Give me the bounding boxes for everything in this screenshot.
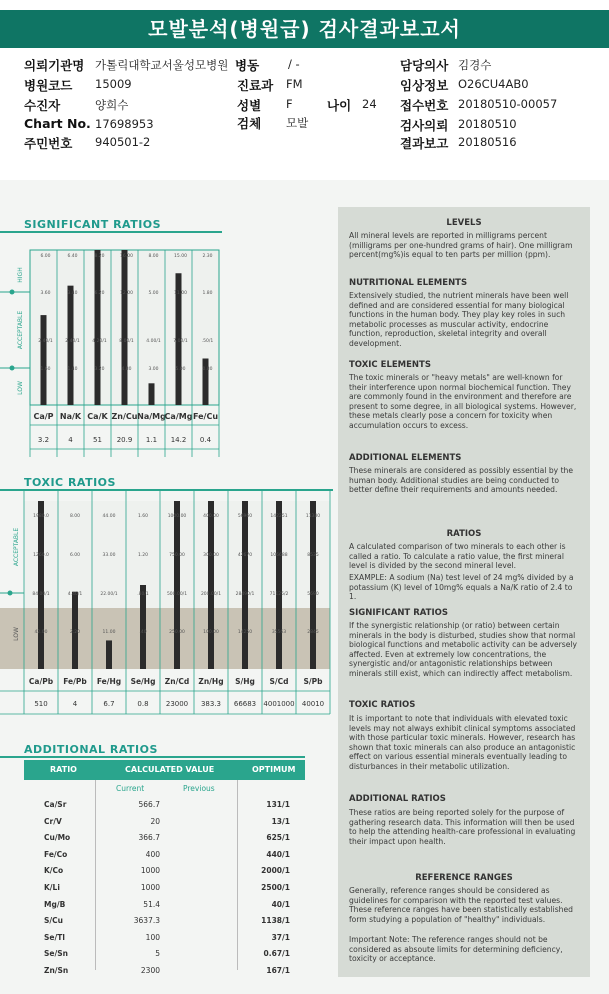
specimen-value: 모발 — [286, 116, 309, 130]
tick-label: 84.00/1 — [32, 592, 50, 597]
column-value: 4001000 — [263, 700, 295, 708]
additional-cell-ratio: Cu/Mo — [44, 833, 71, 843]
request-value: 20180510 — [458, 117, 517, 131]
tick-label: 8.20 — [94, 254, 105, 259]
additional-cell-optimum: 2500/1 — [261, 883, 290, 892]
tick-label: 300.00 — [203, 553, 219, 558]
tick-label: 44.00 — [102, 514, 116, 519]
significant-ratios-note-heading: SIGNIFICANT RATIOS — [349, 608, 448, 618]
additional-cell-optimum: 440/1 — [266, 849, 290, 859]
column-value: 6.7 — [103, 700, 115, 708]
tick-label: 5690 — [307, 592, 319, 597]
tick-label: 1.60 — [137, 514, 149, 519]
receipt-label: 접수번호 — [400, 98, 449, 113]
tick-label: 4.40/1 — [67, 592, 83, 597]
marker-dot — [8, 591, 13, 596]
tick-label: 3.20 — [94, 367, 105, 372]
y-label-low: LOW — [17, 381, 24, 395]
column-value: 20.9 — [116, 436, 133, 444]
column-name: S/Cd — [269, 677, 289, 686]
tick-label: 8.00 — [148, 254, 159, 259]
tick-label: 106688 — [270, 553, 288, 558]
tick-label: 3.00 — [148, 367, 159, 372]
tick-label: 11.00 — [102, 630, 116, 635]
tick-label: 200.00/1 — [200, 592, 222, 597]
tick-label: 8.00 — [69, 514, 81, 519]
current-subheader: Current — [116, 784, 145, 793]
tick-label: 4.20/1 — [92, 339, 107, 344]
tick-label: 100.00 — [203, 630, 219, 635]
marker-dot — [10, 366, 15, 371]
significant-ratios-note-text: If the synergistic relationship (or ratio) between certain minerals in the body is disturbed, studies show that normal biological functions and metabolic activity can be adversely affected. Even at extremely low concentrations, the synergistic and/or antagonistic relationships between minerals still exist, which can indirectly affect metabolism. — [349, 621, 578, 678]
report-label: 결과보고 — [400, 136, 449, 151]
column-value: 4 — [72, 700, 78, 708]
column-name: S/Pb — [303, 677, 323, 686]
additional-cell-current: 20 — [150, 816, 160, 826]
additional-cell-optimum: 1138/1 — [261, 916, 290, 926]
additional-cell-optimum: 625/1 — [266, 833, 290, 843]
tick-label: 1980.0 — [33, 514, 49, 519]
additional-cell-optimum: 40/1 — [271, 899, 290, 909]
table-divider — [237, 780, 238, 970]
additional-heading-rule — [0, 756, 305, 758]
column-value: 510 — [34, 700, 48, 708]
toxic-ratios-note-heading: TOXIC RATIOS — [349, 700, 416, 710]
tick-label: 1260.0 — [33, 553, 49, 558]
tick-label: 71125/2 — [269, 592, 289, 597]
toxic-ratios-chart — [0, 489, 335, 717]
bar-s-pb — [310, 501, 316, 669]
additional-ratios-note-text: These ratios are being reported solely for the purpose of gathering research data. This information will then be used to help the attending health-care professional in evaluating their impact upon health. — [349, 808, 576, 846]
tick-label: 8.00/1 — [119, 339, 134, 344]
age-label: 나이 — [327, 98, 352, 113]
calculated-value-column-header: CALCULATED VALUE — [125, 765, 215, 774]
tick-label: 500.00/1 — [166, 592, 188, 597]
id-label: 주민번호 — [24, 136, 73, 151]
institution-value: 가톨릭대학교서울성모병원 — [95, 58, 229, 72]
doctor-label: 담당의사 — [400, 58, 449, 73]
column-name: Se/Hg — [130, 677, 156, 686]
additional-cell-ratio: Mg/B — [44, 899, 66, 909]
specimen-label: 검체 — [237, 116, 262, 131]
additional-cell-ratio: Ca/Sr — [44, 800, 67, 809]
reference-ranges-text: Generally, reference ranges should be considered as guidelines for comparison with the reported test values. These reference ranges have been statistically established form studying a population of "healthy" individuals. — [349, 886, 573, 924]
significant-ratios-heading: SIGNIFICANT RATIOS — [24, 218, 162, 231]
tick-label: 6.00 — [69, 553, 81, 558]
column-name: Zn/Cu — [111, 412, 138, 421]
dept-label: 진료과 — [237, 78, 274, 93]
column-name: Ca/Mg — [164, 412, 193, 421]
bar-zn-cd — [174, 501, 180, 669]
receipt-value: 20180510-00057 — [458, 97, 558, 111]
column-name: Na/Mg — [137, 412, 166, 421]
marker-dot — [10, 290, 15, 295]
tick-label: 2.20 — [69, 630, 81, 635]
tick-label: 56960 — [237, 514, 253, 519]
bar-fe-hg — [106, 640, 112, 669]
tick-label: 28490/1 — [235, 592, 255, 597]
additional-cell-optimum: 2000/1 — [261, 866, 290, 876]
table-divider — [95, 780, 96, 970]
column-value: 4 — [68, 436, 73, 444]
column-name: Fe/Pb — [63, 677, 87, 686]
ward-value: / - — [288, 57, 300, 71]
tick-label: 7.00/1 — [173, 339, 188, 344]
additional-cell-current: 1000 — [140, 883, 160, 892]
bar-s-cd — [276, 501, 282, 669]
additional-elements-text: These minerals are considered as possibly essential by the human body. Additional studies are being conducted to better define their requirements and amounts needed. — [349, 466, 574, 495]
tick-label: 16.00 — [120, 254, 133, 259]
y-label-high: HIGH — [17, 267, 24, 283]
additional-cell-current: 1000 — [140, 866, 160, 876]
y-label-acceptable: ACCEPTABLE — [13, 527, 20, 567]
additional-cell-ratio: S/Cu — [44, 916, 63, 926]
bar-na-k — [68, 286, 74, 405]
tick-label: 5.00 — [148, 291, 159, 296]
additional-cell-current: 100 — [145, 932, 160, 942]
additional-cell-current: 400 — [145, 849, 160, 859]
tick-label: 6.40 — [67, 254, 78, 259]
hospital-code-label: 병원코드 — [24, 78, 73, 93]
additional-cell-current: 3637.3 — [133, 916, 160, 926]
column-name: Fe/Hg — [96, 677, 122, 686]
bar-zn-cu — [122, 250, 128, 405]
additional-cell-ratio: Se/Sn — [44, 949, 68, 959]
tick-label: 2845 — [307, 630, 319, 635]
tick-label: 2.40/1 — [65, 339, 80, 344]
additional-cell-optimum: 167/1 — [266, 966, 290, 975]
tick-label: 42670 — [237, 553, 253, 558]
report-title: 모발분석(병원급) 검사결과보고서 — [0, 10, 609, 48]
tick-label: 8535 — [307, 553, 319, 558]
tick-label: 2.30 — [202, 254, 213, 259]
bar-ca-p — [41, 315, 47, 405]
additional-cell-optimum: 0.67/1 — [263, 949, 290, 959]
toxic-elements-heading: TOXIC ELEMENTS — [349, 360, 431, 370]
additional-cell-ratio: K/Co — [44, 866, 64, 876]
ward-label: 병동 — [235, 58, 260, 73]
institution-label: 의뢰기관명 — [24, 58, 85, 73]
tick-label: 6.20 — [94, 291, 105, 296]
column-name: Zn/Cd — [164, 677, 190, 686]
report-value: 20180516 — [458, 135, 517, 149]
tick-label: 3.40 — [67, 291, 78, 296]
column-name: Ca/Pb — [28, 677, 54, 686]
levels-text: All mineral levels are reported in milligrams percent (milligrams per one-hundred grams of hair). One milligram percent(mg%)is equal to ten parts per million (ppm). — [349, 231, 573, 260]
tick-label: 750.00 — [169, 553, 185, 558]
tick-label: 1.20 — [137, 553, 149, 558]
tick-label: 4.80 — [121, 367, 132, 372]
bar-ca-pb — [38, 501, 44, 669]
bar-na-mg — [149, 383, 155, 405]
column-name: Zn/Hg — [198, 677, 224, 686]
toxic-ratios-heading: TOXIC RATIOS — [24, 476, 116, 489]
column-name: Na/K — [59, 412, 82, 421]
column-value: 383.3 — [200, 700, 222, 708]
reference-ranges-note: Important Note: The reference ranges should not be considered as absoute limits for determining deficiency, toxicity or acceptance. — [349, 935, 563, 964]
tick-label: 142251 — [270, 514, 288, 519]
column-name: Fe/Cu — [192, 412, 219, 421]
column-value: 0.4 — [199, 436, 212, 444]
column-value: 66683 — [233, 700, 257, 708]
column-name: Ca/P — [33, 412, 54, 421]
chart-label: Chart No. — [24, 116, 91, 131]
column-value: 0.8 — [137, 700, 149, 708]
additional-cell-optimum: 37/1 — [271, 932, 290, 942]
additional-ratios-note-heading: ADDITIONAL RATIOS — [349, 794, 446, 804]
clinical-value: O26CU4AB0 — [458, 77, 529, 91]
tick-label: 12.00 — [120, 291, 133, 296]
nutritional-text: Extensively studied, the nutrient minerals have been well defined and are considered essential for many biological functions in the human body. They play key roles in such metabolic processes as muscular activity, endocrine function, reproduction, skeletal integrity and overall development. — [349, 291, 569, 348]
additional-cell-current: 51.4 — [143, 899, 160, 909]
column-value: 3.2 — [37, 436, 50, 444]
ratio-column-header: RATIO — [50, 765, 77, 774]
dept-value: FM — [286, 77, 303, 91]
doctor-value: 김경수 — [458, 58, 492, 72]
additional-cell-ratio: Se/Tl — [44, 932, 65, 942]
tick-label: 5.00 — [175, 367, 186, 372]
additional-cell-ratio: Zn/Sn — [44, 966, 69, 975]
bar-ca-k — [95, 250, 101, 405]
tick-label: 33.00 — [102, 553, 116, 558]
toxic-elements-text: The toxic minerals or "heavy metals" are well-known for their interference upon normal biochemical function. They are commonly found in the environment and therefore are present to some degree, in all biological systems. However, these metals clearly pose a concern for toxicity when accumulation occurs to excess. — [349, 373, 577, 430]
tick-label: 42.00 — [34, 630, 48, 635]
tick-label: 14250 — [237, 630, 253, 635]
clinical-label: 임상정보 — [400, 78, 449, 93]
chart-value: 17698953 — [95, 117, 154, 131]
tick-label: 1.40 — [67, 367, 78, 372]
optimum-column-header: OPTIMUM — [252, 765, 296, 774]
additional-elements-heading: ADDITIONAL ELEMENTS — [349, 453, 462, 463]
column-value: 1.1 — [145, 436, 158, 444]
bar-se-hg — [140, 585, 146, 669]
additional-cell-current: 566.7 — [138, 800, 160, 809]
tick-label: 11380 — [305, 514, 321, 519]
additional-ratios-heading: ADDITIONAL RATIOS — [24, 743, 158, 756]
column-value: 14.2 — [170, 436, 187, 444]
additional-cell-current: 366.7 — [138, 833, 160, 843]
request-label: 검사의뢰 — [400, 118, 449, 133]
tick-label: 15.00 — [174, 254, 187, 259]
tick-label: 35563 — [271, 630, 287, 635]
patient-label: 수진자 — [24, 98, 61, 113]
tick-label: 0.80 — [202, 367, 213, 372]
tick-label: 1.80 — [202, 291, 213, 296]
tick-label: 1000.00 — [167, 514, 187, 519]
levels-heading: LEVELS — [446, 218, 482, 228]
tick-label: 22.00/1 — [100, 592, 118, 597]
tick-label: 4.00/1 — [146, 339, 161, 344]
tick-label: 250.00 — [169, 630, 185, 635]
nutritional-heading: NUTRITIONAL ELEMENTS — [349, 278, 468, 288]
previous-subheader: Previous — [183, 784, 215, 793]
column-value: 23000 — [165, 700, 189, 708]
tick-label: 1.60 — [40, 367, 51, 372]
ratios-heading: RATIOS — [446, 529, 482, 539]
hospital-code-value: 15009 — [95, 77, 132, 91]
ratios-example: EXAMPLE: A sodium (Na) test level of 24 mg% divided by a potassium (K) level of 10mg% equals a Na/K ratio of 2.4 to 1. — [349, 573, 574, 602]
column-value: 51 — [93, 436, 102, 444]
tick-label: 3.60 — [40, 291, 51, 296]
tick-label: 11.00 — [174, 291, 187, 296]
additional-cell-optimum: 131/1 — [266, 800, 290, 809]
additional-cell-ratio: K/Li — [44, 883, 60, 892]
y-label-low: LOW — [13, 627, 20, 641]
tick-label: 6.00 — [40, 254, 51, 259]
additional-cell-ratio: Fe/Co — [44, 849, 68, 859]
patient-value: 양희수 — [95, 98, 129, 112]
tick-label: 400.00 — [203, 514, 219, 519]
significant-ratios-chart — [0, 230, 225, 472]
additional-cell-current: 2300 — [140, 966, 160, 975]
column-name: Ca/K — [87, 412, 108, 421]
additional-cell-current: 5 — [155, 949, 160, 959]
bar-s-hg — [242, 501, 248, 669]
tick-label: .50/1 — [201, 339, 214, 344]
tick-label: 2.40/1 — [38, 339, 53, 344]
reference-ranges-heading: REFERENCE RANGES — [415, 873, 513, 883]
tick-label: .40 — [139, 630, 147, 635]
id-value: 940501-2 — [95, 135, 151, 149]
y-label-acceptable: ACCEPTABLE — [17, 310, 24, 350]
additional-cell-ratio: Cr/V — [44, 816, 62, 826]
sex-label: 성별 — [237, 98, 262, 113]
bar-fe-cu — [203, 359, 209, 406]
column-name: S/Hg — [235, 677, 255, 686]
tick-label: .80/1 — [137, 592, 149, 597]
age-value: 24 — [362, 97, 377, 111]
column-value: 40010 — [301, 700, 325, 708]
toxic-ratios-note-text: It is important to note that individuals with elevated toxic levels may not always exhibit clinical symptoms associated with those particular toxic minerals. However, research has shown that toxic minerals can also produce an antagonistic effect on various essential minerals eventually leading to disturbances in their metabolic utilization. — [349, 714, 576, 771]
ratios-text: A calculated comparison of two minerals to each other is called a ratio. To calculate a ratio value, the first mineral level is divided by the second mineral level. — [349, 542, 566, 571]
additional-cell-optimum: 13/1 — [271, 816, 290, 826]
sex-value: F — [286, 97, 293, 111]
bar-zn-hg — [208, 501, 214, 669]
